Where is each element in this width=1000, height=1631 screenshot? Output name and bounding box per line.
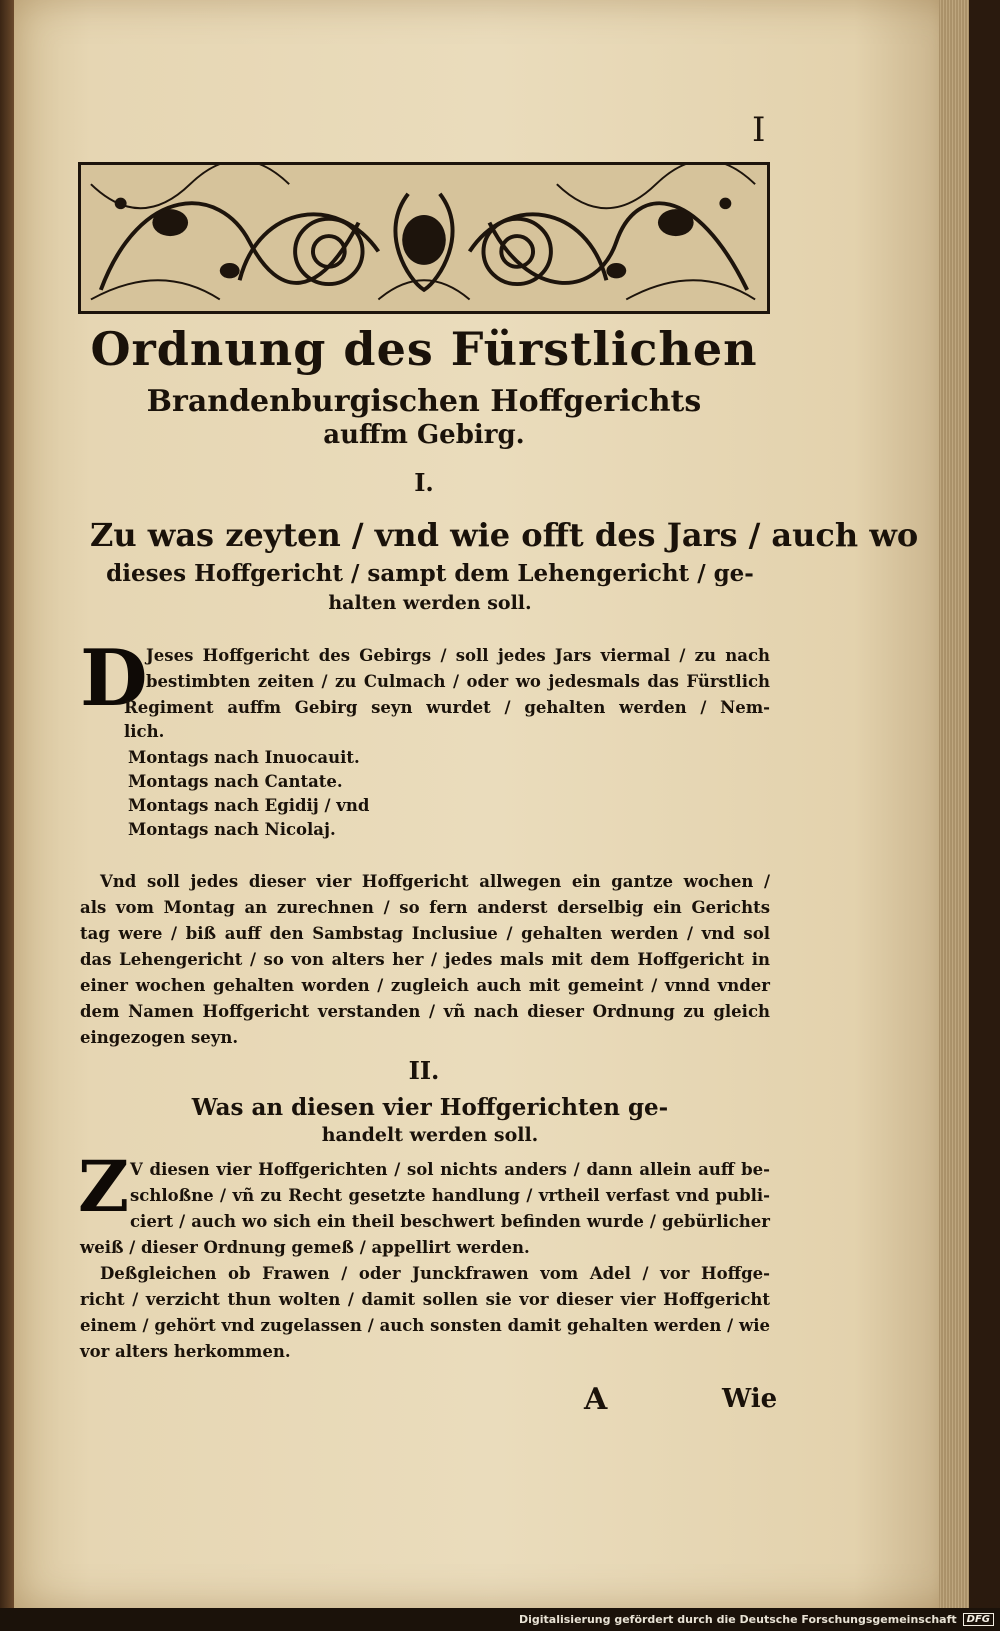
paragraph-line: Regiment auffm Gebirg seyn wurdet / gehalten werden / Nem- bbox=[124, 698, 770, 717]
title-line-2: Brandenburgischen Hoffgerichts bbox=[146, 384, 702, 419]
paragraph-line: bestimbten zeiten / zu Culmach / oder wo jedesmals das Fürstlich bbox=[146, 672, 770, 691]
paragraph-line: das Lehengericht / so von alters her / jedes mals mit dem Hoffgericht in bbox=[80, 950, 770, 969]
paragraph-line: ciert / auch wo sich ein theil beschwert befinden wurde / gebürlicher bbox=[130, 1212, 770, 1231]
credit-text: Digitalisierung gefördert durch die Deutsche Forschungsgemeinschaft bbox=[518, 1613, 957, 1626]
paragraph-line: Vnd soll jedes dieser vier Hoffgericht allwegen ein gantze wochen / bbox=[100, 872, 770, 891]
paragraph-line: weiß / dieser Ordnung gemeß / appellirt werden. bbox=[80, 1238, 530, 1257]
paragraph-line: Deßgleichen ob Frawen / oder Junckfrawen vom Adel / vor Hoffge- bbox=[100, 1264, 770, 1283]
credit-bar bbox=[0, 1608, 1000, 1631]
section-1-heading-line: dieses Hoffgericht / sampt dem Lehengericht / ge- bbox=[106, 560, 754, 587]
dfg-logo: DFG bbox=[963, 1613, 994, 1626]
section-2-heading-line: Was an diesen vier Hoffgerichten ge- bbox=[191, 1094, 669, 1121]
date-list-item: Montags nach Inuocauit. bbox=[128, 748, 360, 767]
section-1-heading-line: halten werden soll. bbox=[328, 592, 532, 614]
paragraph-line: einer wochen gehalten worden / zugleich auch mit gemeint / vnnd vnder bbox=[80, 976, 770, 995]
ornamental-banner bbox=[78, 162, 770, 314]
drop-cap-initial: Z bbox=[78, 1145, 130, 1228]
paragraph-line: tag were / biß auff den Sambstag Inclusiue / gehalten werden / vnd sol bbox=[80, 924, 770, 943]
signature-mark: A bbox=[584, 1382, 608, 1417]
paragraph-line: lich. bbox=[124, 722, 165, 741]
paragraph-line: als vom Montag an zurechnen / so fern anderst derselbig ein Gerichts bbox=[80, 898, 770, 917]
paragraph-line: schloßne / vñ zu Recht gesetzte handlung / vrtheil verfast vnd publi- bbox=[130, 1186, 770, 1205]
section-2-heading-line: handelt werden soll. bbox=[321, 1124, 539, 1146]
paragraph-line: Jeses Hoffgericht des Gebirgs / soll jedes Jars viermal / zu nach bbox=[146, 646, 770, 665]
date-list-item: Montags nach Nicolaj. bbox=[128, 820, 336, 839]
title-line-1: Ordnung des Fürstlichen bbox=[90, 322, 758, 376]
date-list-item: Montags nach Cantate. bbox=[128, 772, 343, 791]
book-spine bbox=[0, 0, 14, 1608]
drop-cap-initial: D bbox=[80, 633, 148, 724]
paragraph-line: richt / verzicht thun wolten / damit sollen sie vor dieser vier Hoffgericht bbox=[80, 1290, 770, 1309]
ornament-illustration bbox=[81, 165, 767, 311]
section-1-numeral: I. bbox=[414, 468, 434, 497]
section-2-numeral: II. bbox=[408, 1056, 440, 1085]
section-1-heading-line: Zu was zeyten / vnd wie offt des Jars / auch wo bbox=[90, 516, 919, 554]
paragraph-line: eingezogen seyn. bbox=[80, 1028, 239, 1047]
catchword: Wie bbox=[722, 1384, 778, 1414]
date-list-item: Montags nach Egidij / vnd bbox=[128, 796, 370, 815]
paragraph-line: dem Namen Hoffgericht verstanden / vñ nach dieser Ordnung zu gleich bbox=[80, 1002, 770, 1021]
paragraph-line: V diesen vier Hoffgerichten / sol nichts anders / dann allein auff be- bbox=[130, 1160, 770, 1179]
page-number: I bbox=[752, 110, 766, 150]
paragraph-line: vor alters herkommen. bbox=[80, 1342, 291, 1361]
page-foredge bbox=[939, 0, 969, 1608]
paragraph-line: einem / gehört vnd zugelassen / auch sonsten damit gehalten werden / wie bbox=[80, 1316, 770, 1335]
title-line-3: auffm Gebirg. bbox=[323, 420, 525, 450]
